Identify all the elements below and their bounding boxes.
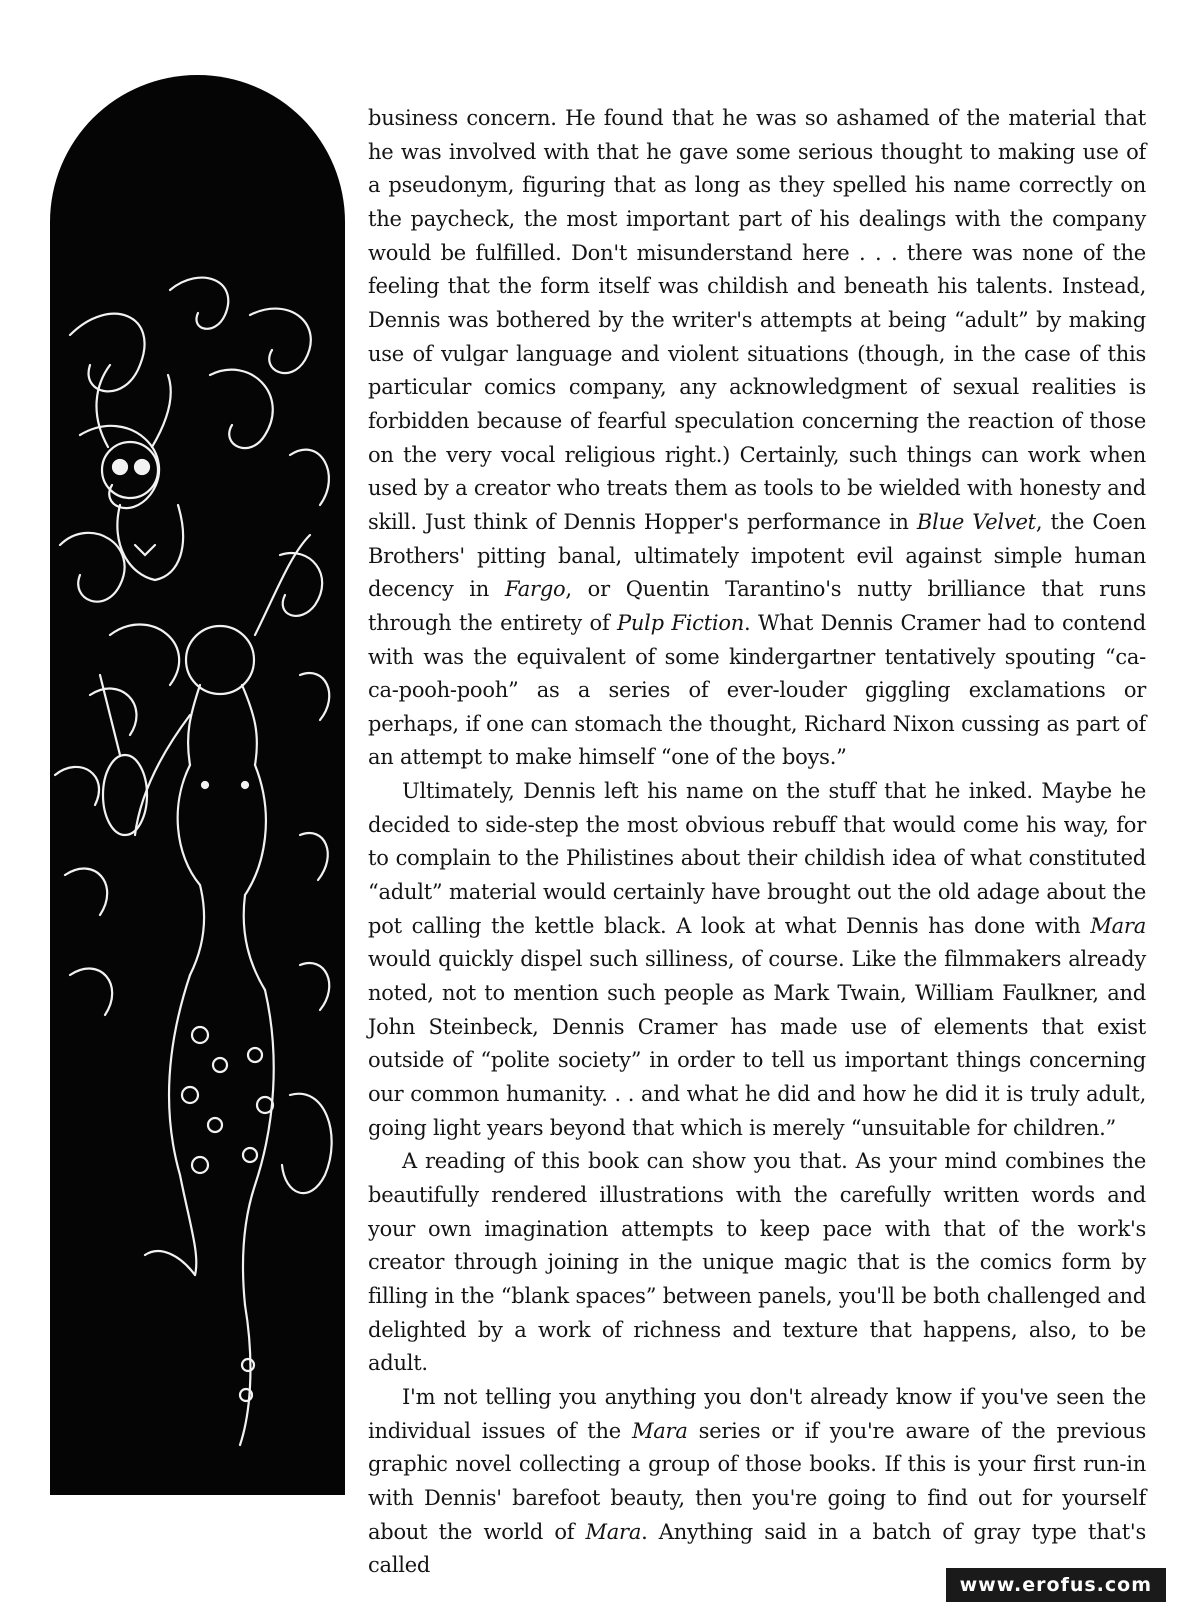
fantasy-figure-illustration-icon (50, 75, 345, 1495)
illustration-panel (50, 75, 345, 1495)
paragraph-4: I'm not telling you anything you don't already know if you've seen the individual issues of the Mara series or if you're aware of the previous graphic novel collecting a group of those books. If this is your first run-in with Dennis' barefoot beauty, then you're going to find out for yourself about the world of Mara. Anything said in a batch of gray type that's called (368, 1384, 1146, 1578)
site-watermark: www.erofus.com (946, 1568, 1166, 1602)
article-body (368, 102, 1146, 1583)
paragraph-1: business concern. He found that he was so ashamed of the material that he was involved with that he gave some serious thought to making use of a pseudonym, figuring that as long as they spelled his name correctly on the paycheck, the most important part of his dealings with the company would be fulfilled. Don't misunderstand here . . . there was none of the feeling that the form itself was childish and beneath his talents. Instead, Dennis was bothered by the writer's attempts at being “adult” by making use of vulgar language and violent situations (though, in the case of this particular comics company, any acknowledgment of sexual realities is forbidden because of fearful speculation concerning the reaction of those on the very vocal religious right.) Certainly, such things can work when used by a creator who treats them as tools to be wielded with honesty and skill. Just think of Dennis Hopper's performance in Blue Velvet, the Coen Brothers' pitting banal, ultimately impotent evil against simple human decency in Fargo, or Quentin Tarantino's nutty brilliance that runs through the entirety of Pulp Fiction. What Dennis Cramer had to contend with was the equivalent of some kindergartner tentatively spouting “ca-ca-pooh-pooh” as a series of ever-louder giggling exclamations or perhaps, if one can stomach the thought, Richard Nixon cussing as part of an attempt to make himself “one of the boys.” (368, 106, 1146, 770)
paragraph-2: Ultimately, Dennis left his name on the stuff that he inked. Maybe he decided to side-step the most obvious rebuff that would come his way, for to complain to the Philistines about their childish idea of what constituted “adult” material would certainly have brought out the old adage about the pot calling the kettle black. A look at what Dennis has done with Mara would quickly dispel such silliness, of course. Like the filmmakers already noted, not to mention such people as Mark Twain, William Faulkner, and John Steinbeck, Dennis Cramer has made use of elements that exist outside of “polite society” in order to tell us important things concerning our common humanity. . . and what he did and how he did it is truly adult, going light years beyond that which is merely “unsuitable for children.” (368, 779, 1146, 1140)
paragraph-3: A reading of this book can show you that. As your mind combines the beautifully rendered illustrations with the carefully written words and your own imagination attempts to keep pace with that of the work's creator through joining in the unique magic that is the comics form by filling in the “blank spaces” between panels, you'll be both challenged and delighted by a work of richness and texture that happens, also, to be adult. (368, 1149, 1146, 1376)
